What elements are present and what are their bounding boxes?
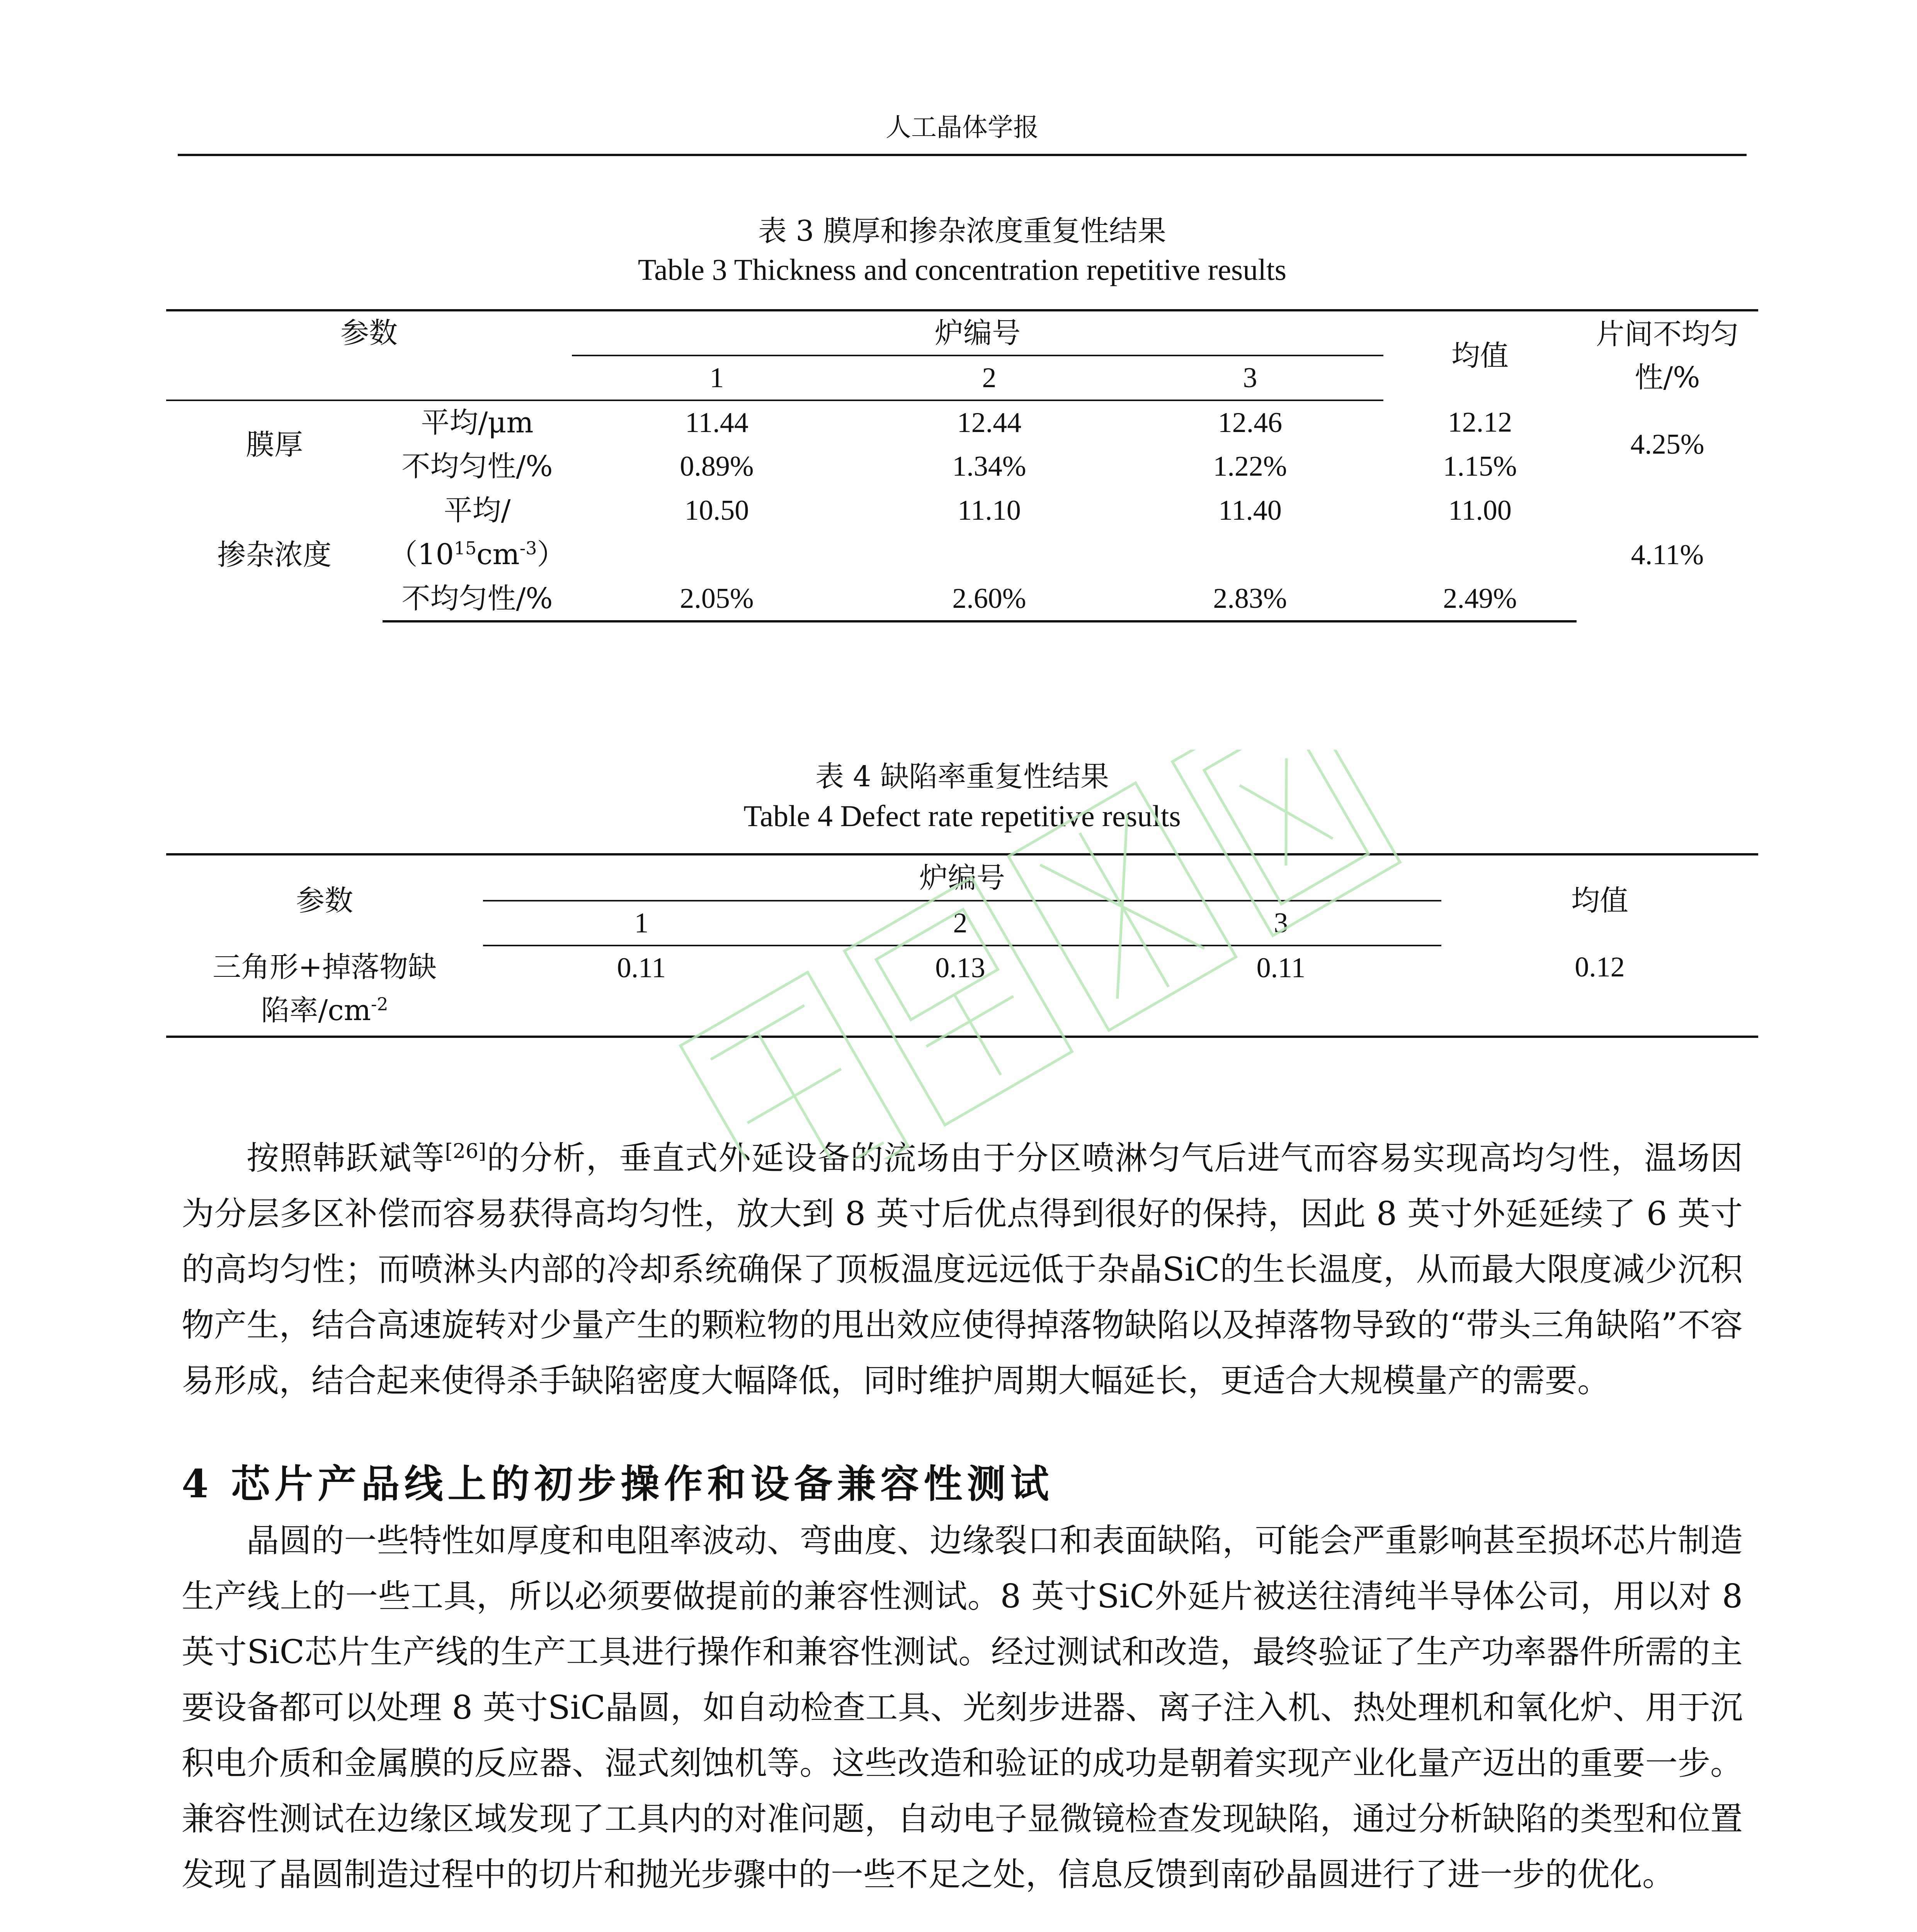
- table4: [166, 853, 1758, 1038]
- table3-cell: 1.15%: [1443, 451, 1517, 482]
- table3-cell: 11.44: [685, 407, 748, 439]
- table4-header-furnace: 炉编号: [483, 854, 1441, 901]
- table3-cell: 2.05%: [572, 577, 862, 621]
- table3-cell: 10.50: [684, 495, 749, 526]
- table3-doping-label: 掺杂浓度: [217, 538, 332, 571]
- table3-furnace-id: 1: [572, 355, 862, 400]
- table3-cell: 11.40: [1218, 495, 1282, 526]
- table3-cell: 12.12: [1448, 406, 1512, 438]
- table3-inter-wafer-thickness: 4.25%: [1630, 429, 1704, 460]
- table4-furnace-id: 1: [483, 901, 800, 946]
- table3-doping-nu-label: 不均匀性/%: [383, 577, 572, 621]
- table4-furnace-id: 3: [1121, 901, 1441, 946]
- table4-caption-cn: 表 4 缺陷率重复性结果: [815, 760, 1109, 793]
- section-4-heading: 4 芯片产品线上的初步操作和设备兼容性测试: [182, 1461, 1054, 1507]
- table3-inter-wafer-doping: 4.11%: [1631, 539, 1704, 571]
- table3-cell: 1.34%: [952, 451, 1026, 482]
- table4-header-mean: 均值: [1441, 854, 1758, 946]
- paragraph-flow-field-analysis: 按照韩跃斌等[26]的分析，垂直式外延设备的流场由于分区喷淋匀气后进气而容易实现高均匀性，温场因为分层多区补偿而容易获得高均匀性，放大到 8 英寸后优点得到很好的保持，因此 8 英寸外延延续了 6 英寸的高均匀性；而喷淋头内部的冷却系统确保了顶板温度远远低于杂晶SiC的生长温度，从而最大限度减少沉积物产生，结合高速旋转对少量产生的颗粒物的甩出效应使得掉落物缺陷以及掉落物导致的“带头三角缺陷”不容易形成，结合起来使得杀手缺陷密度大幅降低，同时维护周期大幅延长，更适合大规模量产的需要。: [182, 1139, 1743, 1400]
- table3-doping-avg-label-line2: $(10^{15}cm^{-3})$: [389, 537, 566, 571]
- table4-furnace-id: 2: [800, 901, 1121, 946]
- table4-cell: 0.11: [483, 946, 800, 1037]
- table3-thickness-label: 膜厚: [246, 428, 303, 461]
- table3-cell: 2.49%: [1383, 577, 1577, 621]
- table3-header-mean: 均值: [1383, 310, 1577, 400]
- table3-caption-cn: 表 3 膜厚和掺杂浓度重复性结果: [758, 214, 1167, 248]
- table4-header-param: 参数: [166, 854, 483, 946]
- table3-cell: 2.83%: [1117, 577, 1383, 621]
- table3: [166, 309, 1758, 622]
- table3-header-param: 参数: [166, 310, 572, 355]
- table3-doping-avg-label-line1: 平均/: [444, 494, 511, 527]
- table3-cell: 2.60%: [862, 577, 1117, 621]
- table3-cell: 1.22%: [1213, 451, 1287, 482]
- table3-cell: 0.89%: [680, 451, 754, 482]
- table4-row-label: 三角形+掉落物缺 陷率$/cm^{-2}$: [166, 946, 483, 1037]
- table3-thickness-nu-label: 不均匀性/%: [401, 450, 553, 483]
- table4-caption-en: Table 4 Defect rate repetitive results: [743, 799, 1181, 833]
- table3-header-nonuniform: [1577, 310, 1758, 400]
- table3-caption-en: Table 3 Thickness and concentration repetitive results: [638, 253, 1287, 286]
- table3-header-param-spacer: [166, 355, 572, 400]
- table3-header-furnace: 炉编号: [572, 310, 1383, 355]
- section-4-paragraph: 晶圆的一些特性如厚度和电阻率波动、弯曲度、边缘裂口和表面缺陷，可能会严重影响甚至损坏芯片制造生产线上的一些工具，所以必须要做提前的兼容性测试。8 英寸SiC外延片被送往清纯半导体公司，用以对 8 英寸SiC芯片生产线的生产工具进行操作和兼容性测试。经过测试和改造，最终验证了生产功率器件所需的主要设备都可以处理 8 英寸SiC晶圆，如自动检查工具、光刻步进器、离子注入机、热处理机和氧化炉、用于沉积电介质和金属膜的反应器、湿式刻蚀机等。这些改造和验证的成功是朝着实现产业化量产迈出的重要一步。兼容性测试在边缘区域发现了工具内的对准问题，自动电子显微镜检查发现缺陷，通过分析缺陷的类型和位置发现了晶圆制造过程中的切片和抛光步骤中的一些不足之处，信息反馈到南砂晶圆进行了进一步的优化。: [182, 1522, 1743, 1893]
- table3-furnace-id: 3: [1117, 355, 1383, 400]
- table3-header-nonuniform-line2: 性/%: [1635, 361, 1700, 394]
- table4-cell: 0.12: [1441, 946, 1758, 1037]
- header-rule: [178, 154, 1747, 156]
- table3-furnace-id: 2: [862, 355, 1117, 400]
- table4-cell: 0.13: [800, 946, 1121, 1037]
- table3-cell: 11.00: [1448, 495, 1512, 526]
- table3-cell: 12.46: [1218, 407, 1283, 439]
- table4-cell: 0.11: [1121, 946, 1441, 1037]
- citation-ref: [26]: [445, 1140, 486, 1163]
- table3-cell: 12.44: [957, 407, 1022, 439]
- table3-thickness-avg-label: 平均/μm: [421, 406, 534, 439]
- table3-cell: 11.10: [958, 495, 1021, 526]
- table3-header-nonuniform-line1: 片间不均匀: [1596, 318, 1739, 351]
- journal-header: 人工晶体学报: [886, 112, 1039, 142]
